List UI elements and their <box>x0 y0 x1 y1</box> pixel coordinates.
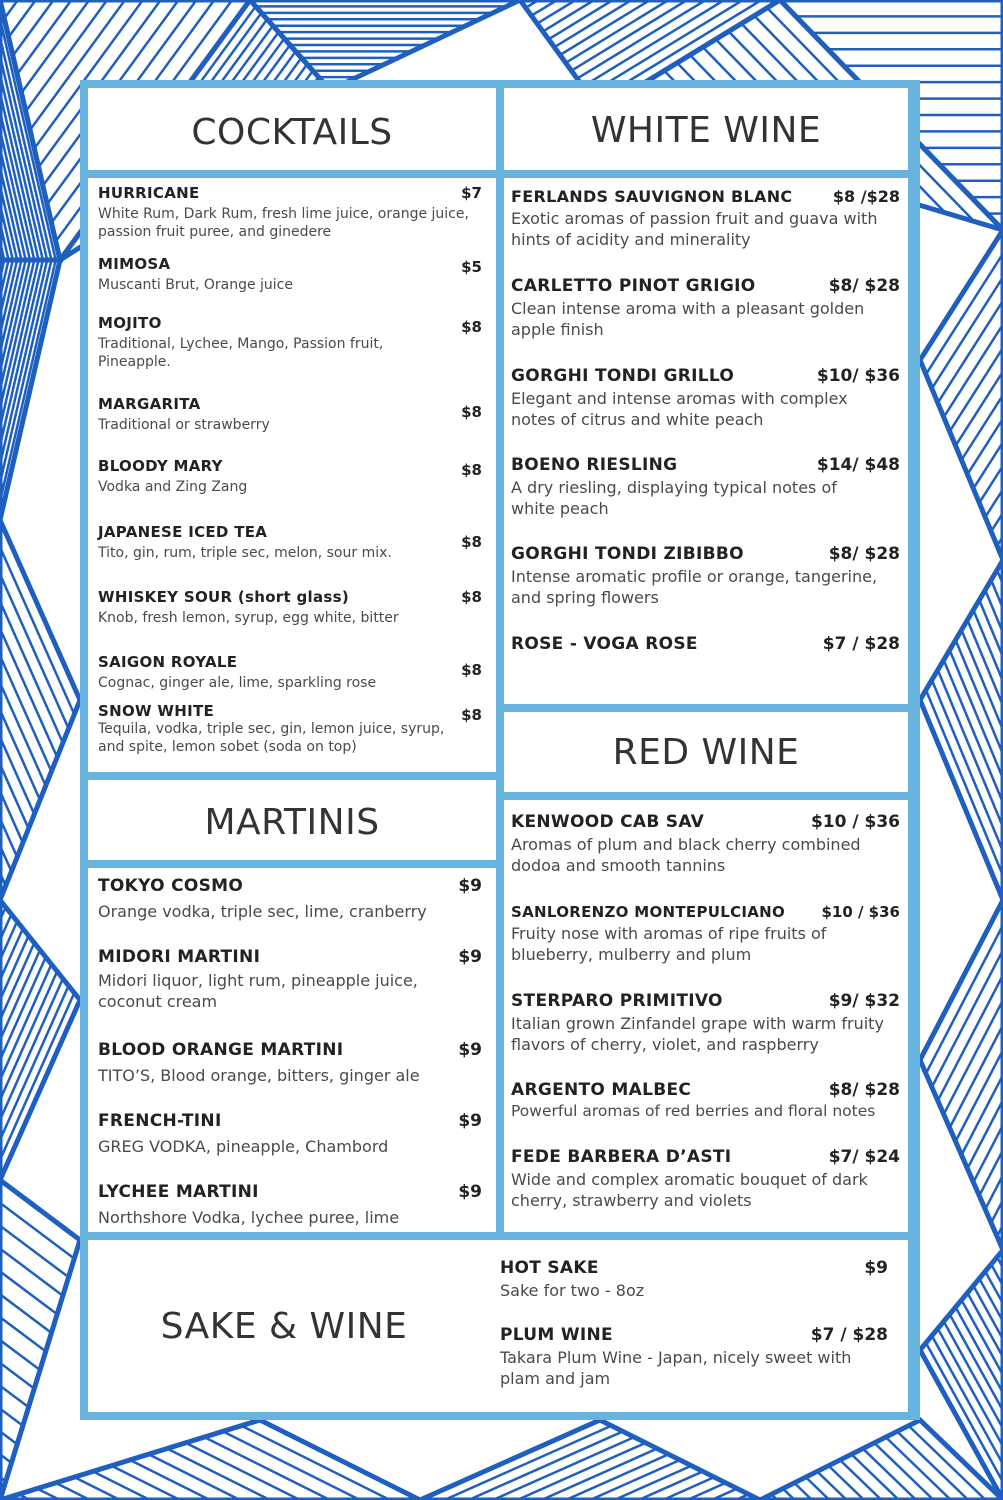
pattern-stripe <box>0 921 17 960</box>
pattern-stripe <box>979 600 1003 657</box>
pattern-stripe <box>979 1279 1003 1322</box>
pattern-stripe <box>571 0 687 71</box>
item-name: ARGENTO MALBEC <box>511 1080 692 1100</box>
pattern-stripe <box>932 277 1003 388</box>
red-wine-list-panel <box>504 800 908 1232</box>
pattern-stripe <box>967 1293 1003 1357</box>
pattern-stripe <box>583 0 724 86</box>
sake-wine-heading: SAKE & WINE <box>160 1306 408 1347</box>
item-description: Tito, gin, rum, triple sec, melon, sour mix. <box>98 545 392 561</box>
pattern-stripe <box>549 0 613 39</box>
item-description: Elegant and intense aromas with complex notes of citrus and white peach <box>511 389 848 429</box>
pattern-stripe <box>909 1426 986 1500</box>
item-price: $8 <box>461 661 482 679</box>
pattern-stripe <box>979 466 1003 503</box>
menu-item-voga-rose <box>511 634 900 654</box>
item-description: Takara Plum Wine - Japan, nicely sweet with plam and jam <box>500 1348 852 1388</box>
menu-item-mimosa <box>98 255 482 294</box>
pattern-stripe <box>886 1437 951 1500</box>
pattern-stripe <box>950 348 1003 432</box>
menu-item-argento-malbec <box>511 1080 900 1121</box>
item-price: $7 <box>461 184 482 202</box>
cocktails-heading: COCKTAILS <box>191 112 393 153</box>
menu-item-blood-orange-martini <box>98 1040 482 1087</box>
menu-item-boeno-riesling <box>511 455 900 520</box>
pattern-stripe <box>0 1294 51 1333</box>
item-name: BLOOD ORANGE MARTINI <box>98 1040 344 1060</box>
item-description: Intense aromatic profile or orange, tangerine, and spring flowers <box>511 567 878 607</box>
menu-item-snow-white <box>98 704 482 756</box>
item-price: $9 <box>458 1111 482 1131</box>
martinis-list-panel <box>88 868 496 1232</box>
item-description: White Rum, Dark Rum, fresh lime juice, orange juice, passion fruit puree, and ginedere <box>98 206 469 241</box>
pattern-stripe <box>241 1426 390 1500</box>
pattern-stripe <box>541 1449 657 1500</box>
item-description: Cognac, ginger ale, lime, sparkling rose <box>98 675 377 691</box>
item-price: $14/ $48 <box>816 455 900 475</box>
item-description: A dry riesling, displaying typical notes of white peach <box>511 478 837 518</box>
menu-item-carletto-pinot-grigio <box>511 276 900 341</box>
pattern-stripe <box>985 489 1003 517</box>
red-wine-heading: RED WINE <box>612 732 800 773</box>
item-price: $9 <box>458 1040 482 1060</box>
pattern-stripe <box>93 1471 150 1500</box>
pattern-stripe <box>590 1460 680 1500</box>
white-wine-list-panel <box>504 178 908 704</box>
item-name: GORGHI TONDI ZIBIBBO <box>511 544 744 564</box>
menu-item-gorghi-tondi-grillo <box>511 366 900 431</box>
pattern-stripe <box>0 1386 29 1407</box>
item-description: Tequila, vodka, triple sec, gin, lemon juice, syrup, and spite, lemon sobet (soda on top) <box>98 720 445 755</box>
pattern-stripe <box>956 1307 1003 1393</box>
menu-item-ferlands-sauvignon-blanc <box>511 187 900 251</box>
item-description: TITO’S, Blood orange, bitters, ginger ale <box>98 1066 420 1085</box>
pattern-stripe <box>967 419 1003 475</box>
cocktails-list-panel <box>88 178 496 772</box>
item-description: Wide and complex aromatic bouquet of dark cherry, strawberry and violets <box>511 1170 868 1210</box>
menu-item-plum-wine <box>500 1325 888 1390</box>
pattern-stripe <box>973 1125 1003 1182</box>
menu-item-lychee-martini <box>98 1182 482 1229</box>
item-description: Orange vodka, triple sec, lime, cranberry <box>98 902 427 921</box>
item-price: $10/ $36 <box>816 366 900 386</box>
item-name: WHISKEY SOUR (short glass) <box>98 588 350 606</box>
pattern-stripe <box>944 324 1003 417</box>
menu-item-sanlorenzo-montepulciano <box>511 903 900 966</box>
item-description: Clean intense aroma with a pleasant golden apple finish <box>511 299 865 339</box>
item-name: FRENCH-TINI <box>98 1111 222 1131</box>
item-name: SNOW WHITE <box>98 702 215 720</box>
item-name: MIMOSA <box>98 255 171 273</box>
item-description: Traditional, Lychee, Mango, Passion fruit, Pineapple. <box>98 336 384 371</box>
pattern-triangle <box>0 1420 420 1500</box>
item-name: FERLANDS SAUVIGNON BLANC <box>511 187 793 206</box>
item-name: HURRICANE <box>98 184 200 202</box>
item-description: Fruity nose with aromas of ripe fruits of blueberry, mulberry and plum <box>511 924 827 964</box>
item-description: Knob, fresh lemon, syrup, egg white, bitter <box>98 610 399 626</box>
item-name: JAPANESE ICED TEA <box>98 523 268 541</box>
pattern-stripe <box>0 1409 23 1426</box>
pattern-stripe <box>663 1477 714 1500</box>
menu-item-hot-sake <box>500 1258 888 1302</box>
pattern-stripe <box>897 1431 968 1500</box>
pattern-stripe <box>938 975 1003 1101</box>
item-price: $10 / $36 <box>821 903 900 921</box>
menu-item-fede-barbera-dasti <box>511 1147 900 1212</box>
item-description: Sake for two - 8oz <box>500 1281 645 1300</box>
pattern-stripe <box>926 690 1003 876</box>
pattern-stripe <box>985 1271 1003 1303</box>
pattern-stripe <box>0 629 57 758</box>
pattern-stripe <box>0 547 74 714</box>
menu-item-whiskey-sour <box>98 588 482 627</box>
pattern-stripe <box>0 943 34 1020</box>
item-description: Exotic aromas of passion fruit and guava with hints of acidity and minerality <box>511 209 878 249</box>
pattern-stripe <box>967 620 1003 706</box>
item-price: $7 / $28 <box>822 634 900 654</box>
pattern-stripe <box>962 1075 1003 1155</box>
pattern-stripe <box>0 1271 57 1314</box>
item-description: Vodka and Zing Zang <box>98 479 248 495</box>
pattern-stripe <box>944 1000 1003 1114</box>
item-price: $7 / $28 <box>810 1325 888 1345</box>
martinis-heading-panel <box>88 780 496 860</box>
pattern-stripe <box>186 1443 300 1500</box>
pattern-stripe <box>111 1466 180 1500</box>
pattern-stripe <box>0 710 40 800</box>
pattern-stripe <box>223 1431 360 1500</box>
item-name: MIDORI MARTINI <box>98 947 261 967</box>
pattern-stripe <box>0 683 46 786</box>
pattern-stripe <box>985 590 1003 633</box>
menu-item-saigon-royale <box>98 653 482 692</box>
pattern-stripe <box>950 1025 1003 1128</box>
pattern-stripe <box>444 1426 611 1500</box>
pattern-stripe <box>950 650 1003 779</box>
item-name: ROSE - VOGA ROSE <box>511 634 698 654</box>
menu-item-gorghi-tondi-zibibbo <box>511 544 900 609</box>
menu-item-bloody-mary <box>98 457 482 496</box>
sake-wine-panel <box>88 1240 908 1412</box>
item-name: MARGARITA <box>98 395 201 413</box>
pattern-stripe <box>0 1249 63 1296</box>
pattern-stripe <box>21 0 89 93</box>
item-name: BOENO RIESLING <box>511 455 678 475</box>
pattern-stripe <box>13 0 54 56</box>
pattern-stripe <box>829 1466 865 1500</box>
pattern-stripe <box>0 957 46 1060</box>
pattern-stripe <box>0 1226 69 1277</box>
item-price: $9/ $32 <box>828 991 900 1011</box>
item-price: $8 <box>461 588 482 606</box>
pattern-stripe <box>874 1443 933 1500</box>
pattern-stripe <box>979 1150 1003 1196</box>
item-description: Northshore Vodka, lychee puree, lime <box>98 1208 400 1227</box>
pattern-stripe <box>794 1483 812 1500</box>
item-price: $8 <box>461 461 482 479</box>
pattern-triangle <box>0 900 80 1180</box>
item-description: GREG VODKA, pineapple, Chambord <box>98 1137 389 1156</box>
pattern-stripe <box>817 1471 847 1500</box>
pattern-stripe <box>0 1340 40 1370</box>
menu-frame <box>80 80 920 1420</box>
item-description: Italian grown Zinfandel grape with warm fruity flavors of cherry, violet, and raspberry <box>511 1014 884 1054</box>
pattern-stripe <box>0 1203 74 1259</box>
item-price: $10 / $36 <box>810 812 900 832</box>
item-price: $9 <box>864 1258 888 1278</box>
item-price: $5 <box>461 258 482 276</box>
item-name: HOT SAKE <box>500 1258 599 1278</box>
pattern-stripe <box>0 791 23 842</box>
item-name: CARLETTO PINOT GRIGIO <box>511 276 756 296</box>
item-name: PLUM WINE <box>500 1325 613 1345</box>
item-description: Powerful aromas of red berries and floral notes <box>511 1102 876 1120</box>
item-name: KENWOOD CAB SAV <box>511 812 705 832</box>
pattern-stripe <box>938 1329 1003 1447</box>
pattern-stripe <box>0 1431 17 1444</box>
martinis-heading: MARTINIS <box>204 802 380 843</box>
red-wine-heading-panel <box>504 712 908 792</box>
item-price: $9 <box>458 947 482 967</box>
item-name: GORGHI TONDI GRILLO <box>511 366 735 386</box>
pattern-stripe <box>956 1050 1003 1141</box>
pattern-stripe <box>167 1449 270 1500</box>
pattern-stripe <box>0 764 29 828</box>
item-name: SAIGON ROYALE <box>98 653 238 671</box>
pattern-stripe <box>560 0 650 55</box>
pattern-stripe <box>956 640 1003 754</box>
pattern-stripe <box>0 971 57 1100</box>
item-name: TOKYO COSMO <box>98 876 244 896</box>
item-price: $8 <box>461 706 482 724</box>
item-price: $8/ $28 <box>828 276 900 296</box>
white-wine-heading: WHITE WINE <box>590 110 822 151</box>
menu-item-french-tini <box>98 1111 482 1158</box>
menu-item-kenwood-cab-sav <box>511 812 900 877</box>
pattern-stripe <box>0 986 69 1140</box>
menu-item-hurricane <box>98 184 482 241</box>
cocktails-heading-panel <box>88 88 496 170</box>
item-description: Midori liquor, light rum, pineapple juice, coconut cream <box>98 971 418 1011</box>
item-name: FEDE BARBERA D’ASTI <box>511 1147 732 1167</box>
pattern-stripe <box>577 0 706 79</box>
item-name: LYCHEE MARTINI <box>98 1182 259 1202</box>
pattern-triangle <box>0 1180 80 1500</box>
menu-item-mojito <box>98 314 482 371</box>
menu-item-japanese-iced-tea <box>98 523 482 562</box>
menu-item-sterparo-primitivo <box>511 991 900 1056</box>
item-price: $8 <box>461 533 482 551</box>
item-price: $8 <box>461 318 482 336</box>
menu-item-tokyo-cosmo <box>98 876 482 923</box>
item-description: Aromas of plum and black cherry combined dodoa and smooth tannins <box>511 835 861 875</box>
item-price: $8 <box>461 403 482 421</box>
item-description: Traditional or strawberry <box>98 417 270 433</box>
menu-item-margarita <box>98 395 482 434</box>
pattern-stripe <box>956 371 1003 445</box>
white-wine-heading-panel <box>504 88 908 170</box>
pattern-stripe <box>517 1443 646 1500</box>
item-price: $7/ $24 <box>828 1147 900 1167</box>
item-name: STERPARO PRIMITIVO <box>511 991 723 1011</box>
pattern-stripe <box>840 1460 882 1500</box>
menu-item-midori-martini <box>98 947 482 1013</box>
pattern-stripe <box>938 670 1003 827</box>
pattern-stripe <box>4 0 18 19</box>
pattern-stripe <box>973 442 1003 488</box>
item-price: $8/ $28 <box>828 1080 900 1100</box>
pattern-stripe <box>0 601 63 742</box>
item-name: SANLORENZO MONTEPULCIANO <box>511 903 786 921</box>
pattern-stripe <box>0 1363 34 1389</box>
item-price: $9 <box>458 876 482 896</box>
pattern-stripe <box>926 254 1003 375</box>
item-price: $9 <box>458 1182 482 1202</box>
item-price: $8 /$28 <box>832 187 900 206</box>
item-name: BLOODY MARY <box>98 457 223 475</box>
item-price: $8/ $28 <box>828 544 900 564</box>
item-name: MOJITO <box>98 314 162 332</box>
pattern-stripe <box>56 1483 90 1500</box>
item-description: Muscanti Brut, Orange juice <box>98 277 293 293</box>
pattern-stripe <box>537 0 576 24</box>
